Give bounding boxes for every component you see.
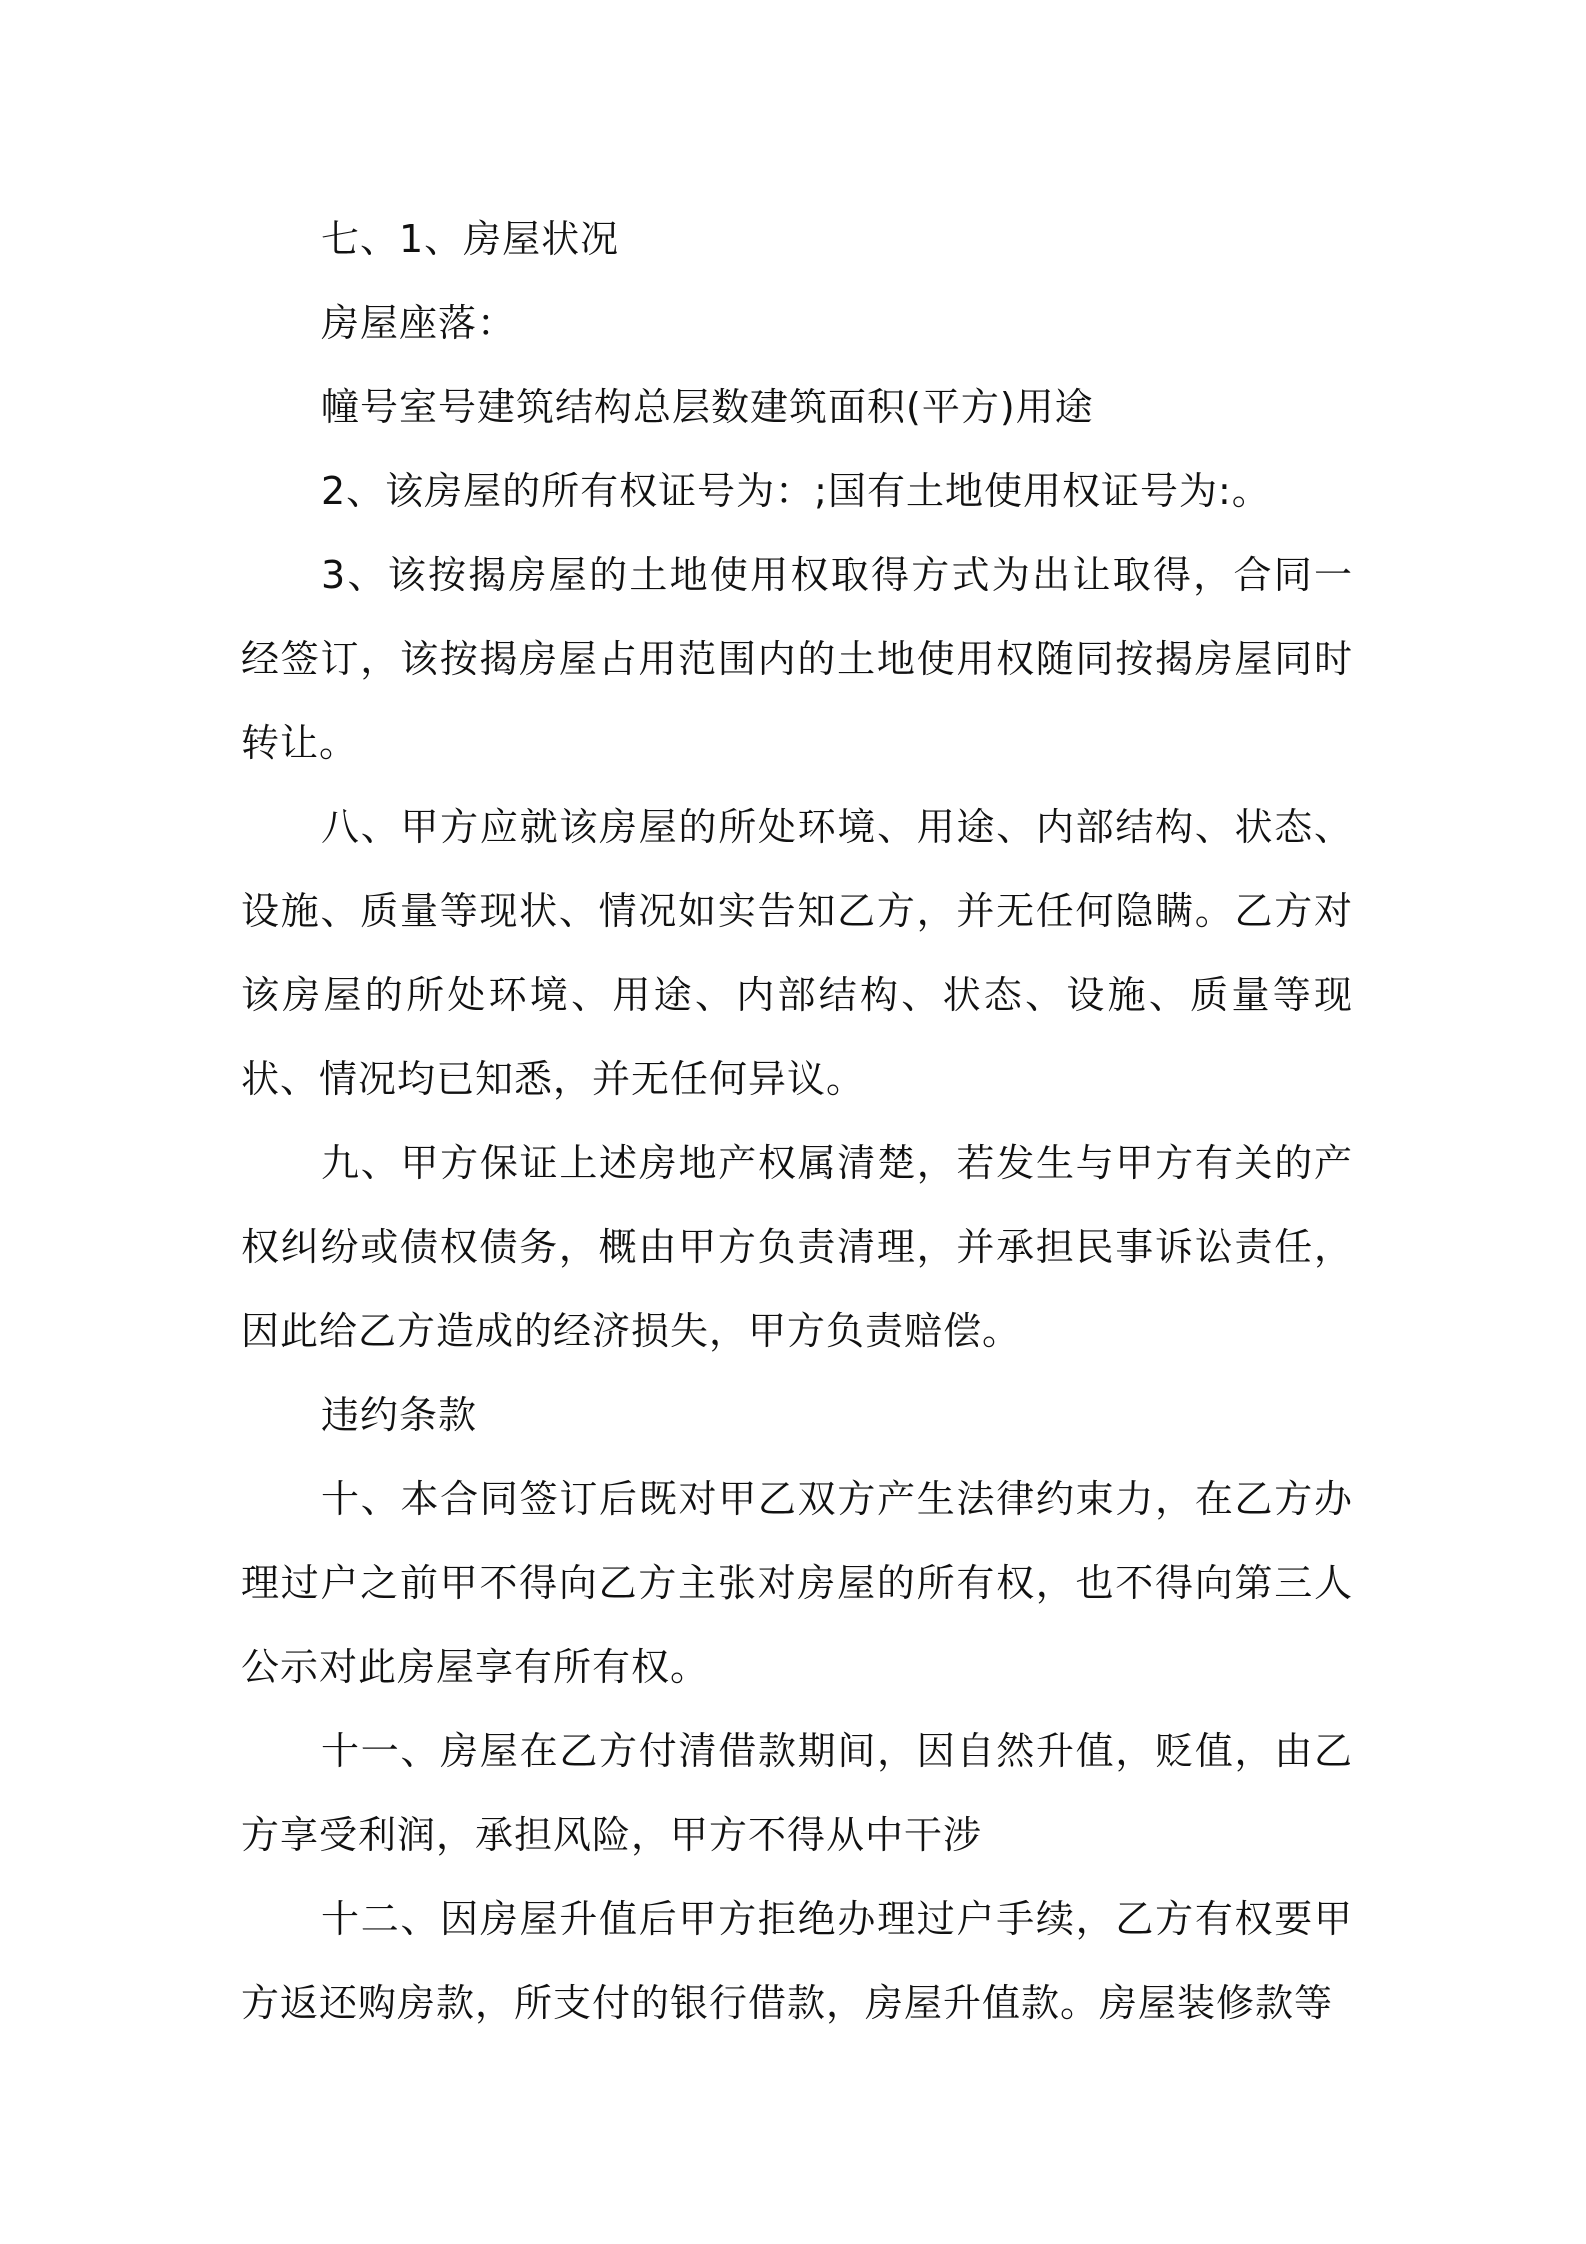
paragraph-house-fields: 幢号室号建筑结构总层数建筑面积(平方)用途: [321, 385, 1094, 429]
paragraph-section-7-heading: 七、1、房屋状况: [321, 217, 620, 261]
paragraph-section-12: 十二、因房屋升值后甲方拒绝办理过户手续，乙方有权要甲方返还购房款，所支付的银行借款，房屋升值款。房屋装修款等: [241, 1897, 1353, 2025]
paragraph-breach-heading: 违约条款: [321, 1393, 478, 1437]
paragraph-certificate-numbers: 2、该房屋的所有权证号为：;国有土地使用权证号为:。: [321, 469, 1271, 513]
paragraph-section-10: 十、本合同签订后既对甲乙双方产生法律约束力，在乙方办理过户之前甲不得向乙方主张对房屋的所有权，也不得向第三人公示对此房屋享有所有权。: [241, 1477, 1353, 1689]
contract-text: [241, 197, 1353, 2045]
paragraph-section-11: 十一、房屋在乙方付清借款期间，因自然升值，贬值，由乙方享受利润，承担风险，甲方不得从中干涉: [241, 1729, 1353, 1857]
paragraph-land-use-right: 3、该按揭房屋的土地使用权取得方式为出让取得，合同一经签订，该按揭房屋占用范围内的土地使用权随同按揭房屋同时转让。: [241, 553, 1353, 765]
paragraph-section-8: 八、甲方应就该房屋的所处环境、用途、内部结构、状态、设施、质量等现状、情况如实告知乙方，并无任何隐瞒。乙方对该房屋的所处环境、用途、内部结构、状态、设施、质量等现状、情况均已知悉，并无任何异议。: [241, 805, 1353, 1101]
paragraph-house-location: 房屋座落：: [321, 301, 517, 345]
paragraph-section-9: 九、甲方保证上述房地产权属清楚，若发生与甲方有关的产权纠纷或债权债务，概由甲方负责清理，并承担民事诉讼责任，因此给乙方造成的经济损失，甲方负责赔偿。: [241, 1141, 1353, 1353]
